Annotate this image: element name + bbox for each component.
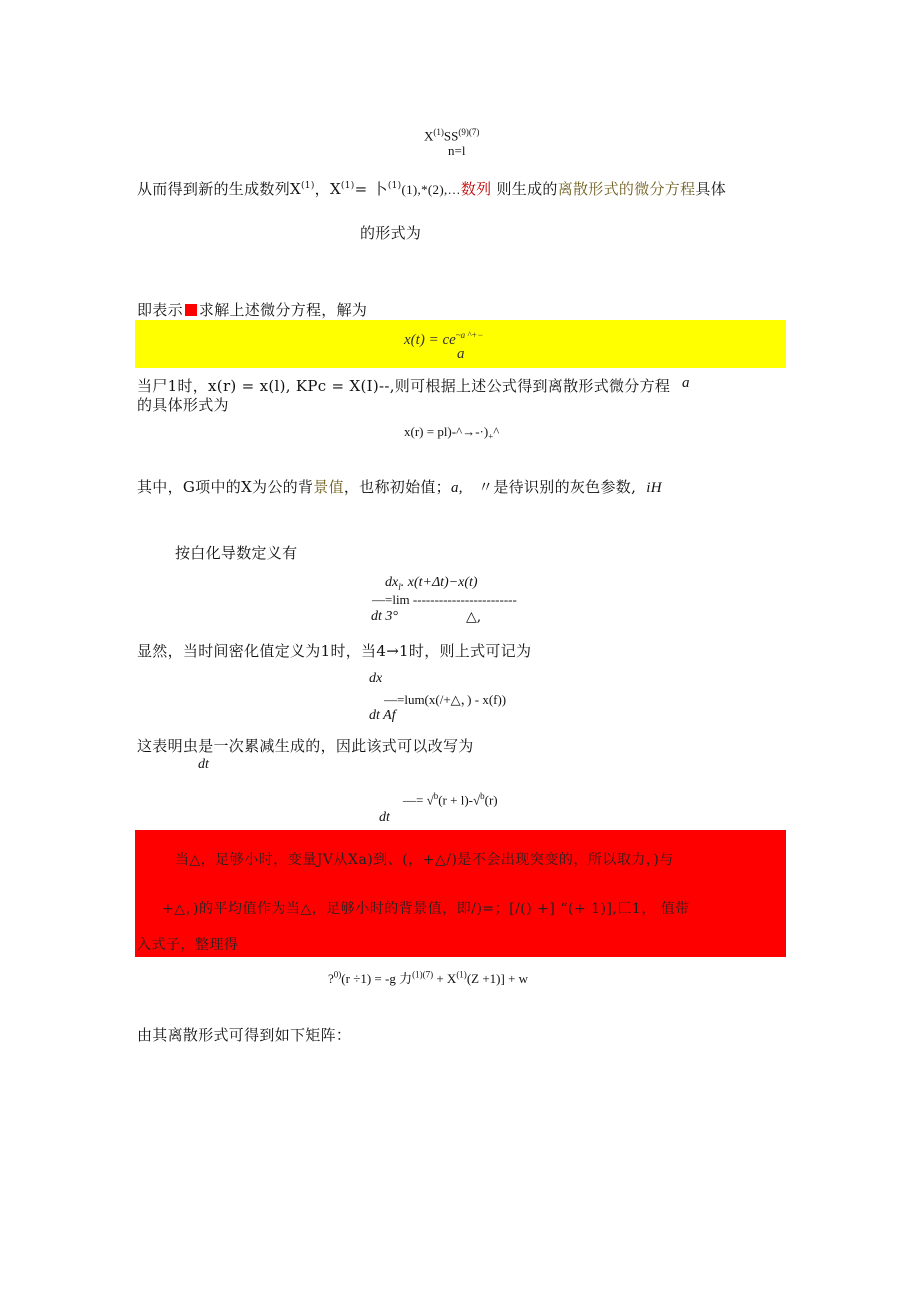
equation-whitened: ?$^{0)}$(r ÷1) = -g 力$^{(1)(7)} + X^{(1)}(Z +1)] + w$ <box>328 969 529 986</box>
paragraph-new-sequence: 从而得到新的生成数列$X^{(1)}$，$X^{(1)}=$ 卜$^{(1)}$(1),*(2),…数列 则生成的离散形式的微分方程具体 <box>137 180 727 198</box>
highlight-sequence-word: 数列 <box>460 180 492 198</box>
equation-lum-mid: —=lum(x(/+△，) - x(f)) <box>384 692 507 707</box>
equation-limit-top: $dx_l$. x(t+Δt)−x(t) <box>385 575 478 592</box>
paragraph-first-order-reduction: 这表明虫是一次累减生成的，因此该式可以改写为 <box>137 737 474 755</box>
paragraph-when-t-equals-1: 当尸1时，x(r) = x(l), KPc = X(I)--,则可根据上述公式得到离散形式微分方程 <box>137 377 671 395</box>
equation-solution-denominator: a <box>457 346 465 362</box>
red-band-line-1: 当△，足够小时，变量JV从Xa)到、(，+△/)是不会出现突变的，所以取力，)与 <box>175 852 674 868</box>
equation-dt-label: dt <box>198 757 209 772</box>
equation-lum-top: dx <box>369 671 383 686</box>
paragraph-matrix-form: 由其离散形式可得到如下矩阵： <box>137 1026 352 1044</box>
equation-rewritten: —= √$^b$(r + l)-√$^b$(r) <box>403 791 498 808</box>
equation-generated-sum: $X^{(1)}SS^{(9)(7)}$ <box>424 127 480 144</box>
equation-limit-mid: —=lim ------------------------ <box>372 592 517 607</box>
equation-limit-bottom-right: △, <box>466 609 482 625</box>
paragraph-derivative-definition: 按白化导数定义有 <box>175 544 298 562</box>
equation-limit-bottom-left: dt 3° <box>371 609 398 624</box>
red-band-line-3: 入式子，整理得 <box>137 937 239 953</box>
equation-discrete-form: $x(r) = pl)-\^{}\to-\cdot)_+\^{}$ <box>404 424 500 442</box>
equation-lum-bottom: dt Af <box>369 708 396 723</box>
equation-rewritten-dt: dt <box>379 810 390 825</box>
highlight-discrete-equation: 离散形式的微分方程 <box>557 180 696 198</box>
paragraph-form-is: 的形式为 <box>360 224 422 242</box>
paragraph-time-density: 显然，当时间密化值定义为1时，当4→1时，则上式可记为 <box>137 642 532 660</box>
paragraph-specific-form: 的具体形式为 <box>137 396 229 414</box>
paragraph-background-value: 其中，G项中的X为公的背景值，也称初始值；a, 〃是待识别的灰色参数, iH <box>137 478 662 496</box>
param-a-label: a <box>682 375 690 391</box>
red-band-line-2: +△，)的平均值作为当△，足够小时的背景值，即/)=；[/() +] “(+ 1)],匚1， 值带 <box>162 901 690 917</box>
paragraph-solve-equation: 即表示 求解上述微分方程，解为 <box>137 301 368 319</box>
equation-solution: $x(t) = ce^{\sim a \^{}+-}$ <box>404 330 484 348</box>
equation-index-label: n=l <box>448 143 466 158</box>
red-square-marker <box>185 304 197 316</box>
